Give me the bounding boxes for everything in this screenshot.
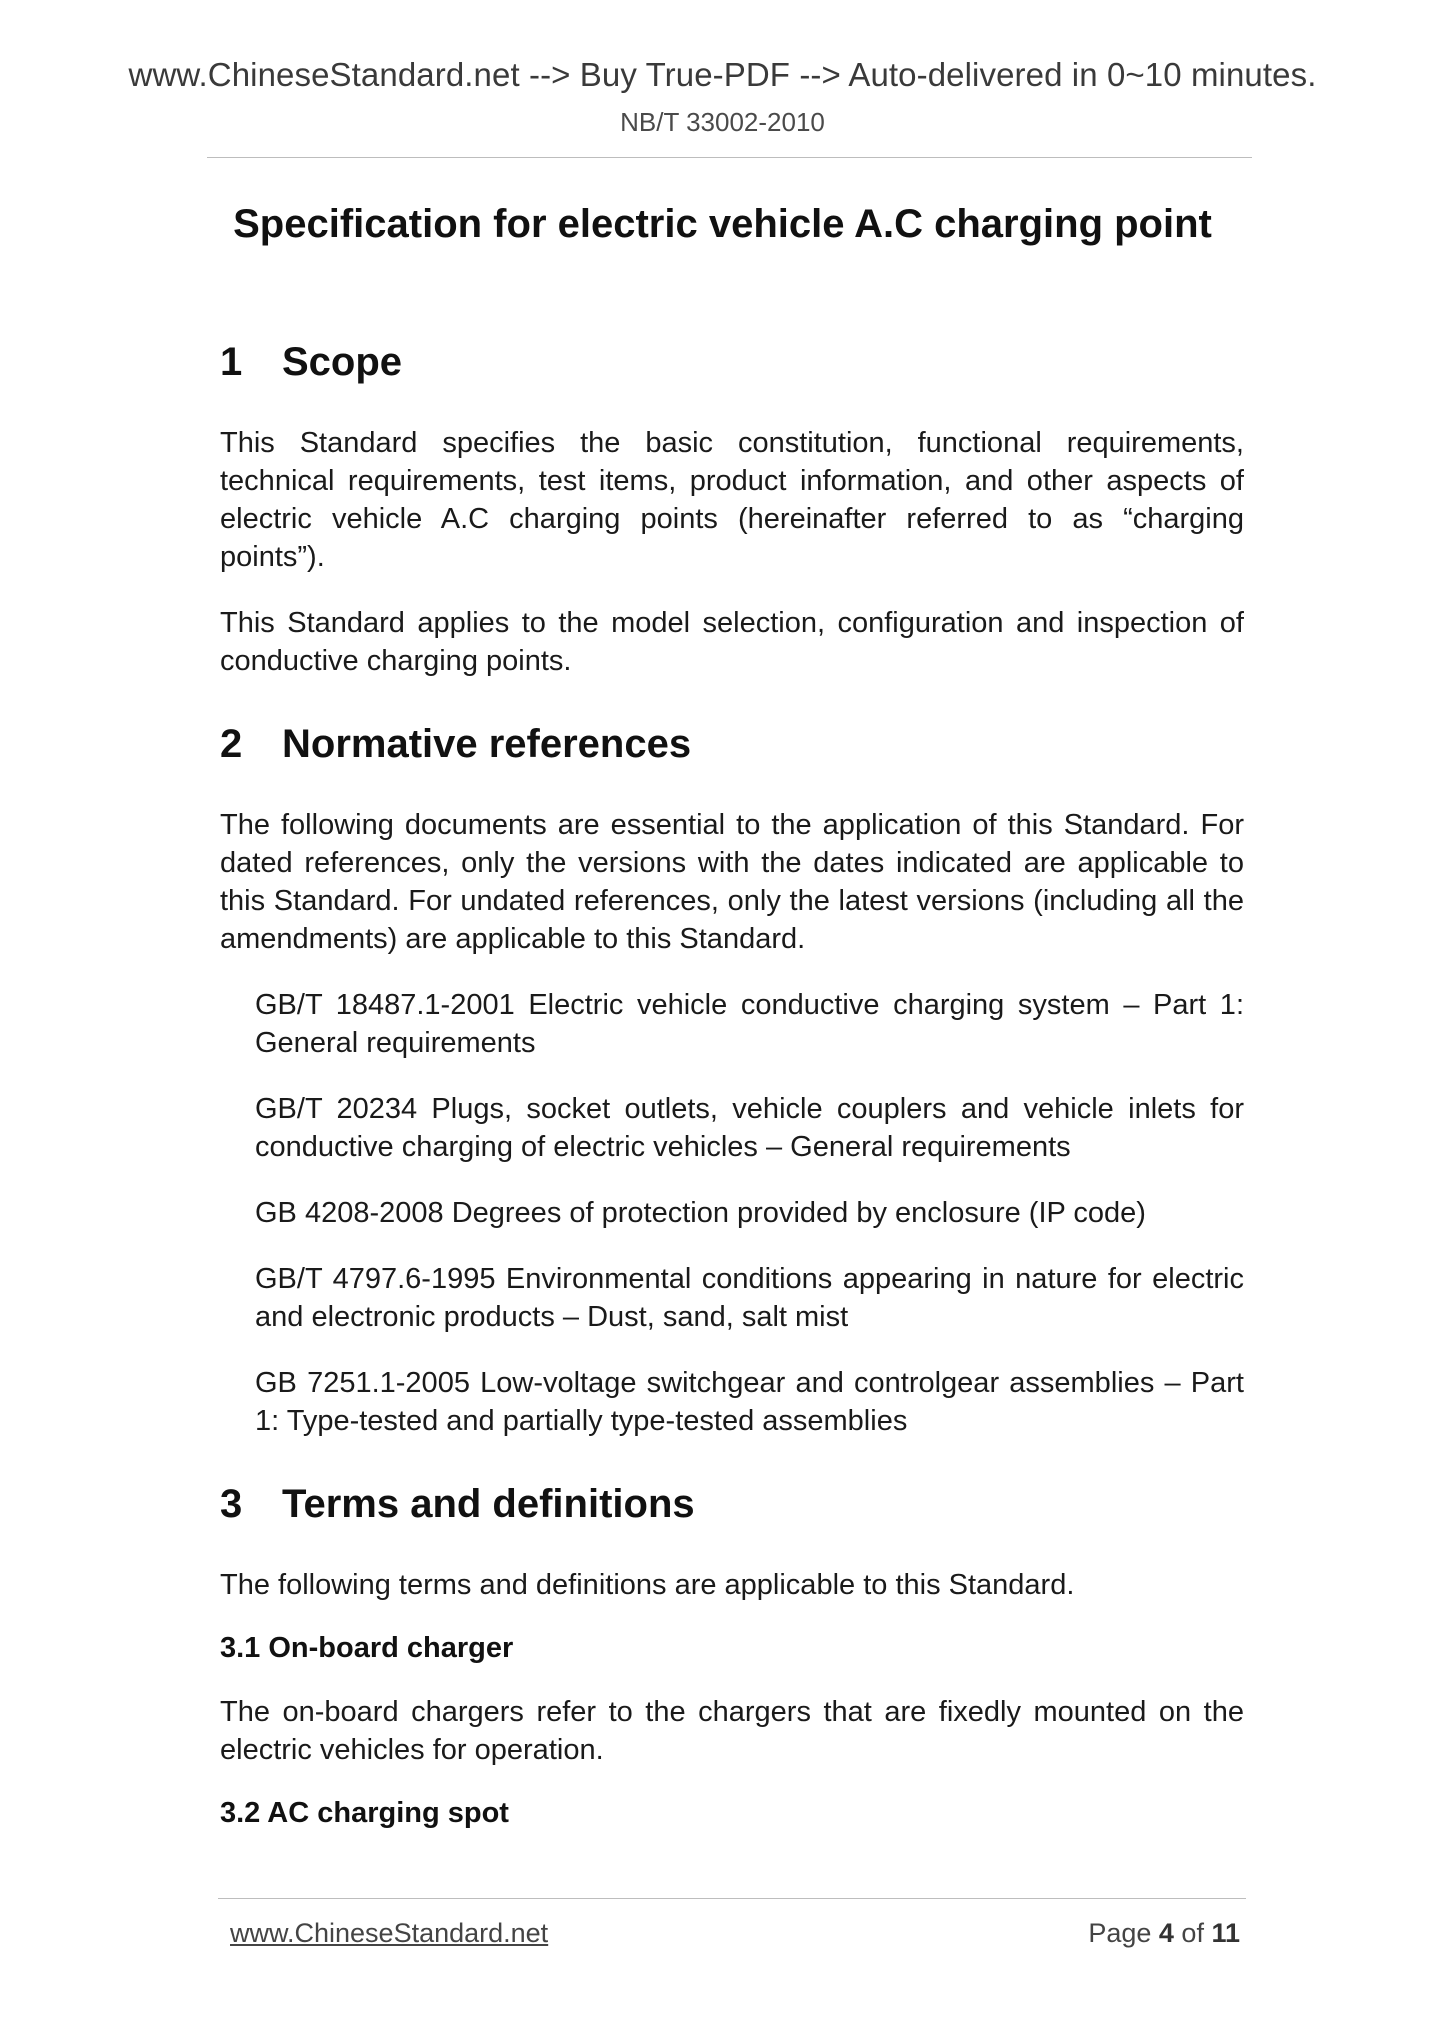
reference-item: GB 4208-2008 Degrees of protection provided by enclosure (IP code) <box>255 1197 1146 1229</box>
reference-item: GB/T 20234 Plugs, socket outlets, vehicle couplers and vehicle inlets for conductive charging of electric vehicles – General requirements <box>255 1093 1244 1163</box>
standard-number: NB/T 33002-2010 <box>620 107 825 137</box>
section-number: 2 <box>220 722 243 766</box>
header-banner: www.ChineseStandard.net --> Buy True-PDF --> Auto-delivered in 0~10 minutes. <box>128 56 1317 93</box>
section-heading-normative-references <box>220 722 1244 767</box>
paragraph: The following documents are essential to the application of this Standard. For dated references, only the versions with the dates indicated are applicable to this Standard. For undated references, only the latest versions (including all the amendments) are applicable to this Standard. <box>220 809 1244 955</box>
subsection-heading: 3.1 On-board charger <box>220 1632 514 1664</box>
section-title: Normative references <box>282 722 692 766</box>
footer-divider <box>218 1898 1246 1899</box>
page-total: 11 <box>1211 1918 1240 1948</box>
section-title: Scope <box>282 340 403 384</box>
document-body <box>220 340 1244 1830</box>
section-title: Terms and definitions <box>282 1482 695 1526</box>
subsection-heading: 3.2 AC charging spot <box>220 1797 509 1829</box>
section-heading-scope <box>220 340 1244 385</box>
paragraph: This Standard applies to the model selection, configuration and inspection of conductive charging points. <box>220 607 1244 677</box>
document-title: Specification for electric vehicle A.C charging point <box>233 202 1212 246</box>
header-divider <box>207 157 1252 158</box>
page-current: 4 <box>1158 1918 1174 1948</box>
page-indicator <box>1088 1918 1240 1949</box>
section-number: 3 <box>220 1482 243 1526</box>
page-prefix: Page <box>1088 1918 1159 1948</box>
section-number: 1 <box>220 340 243 384</box>
reference-item: GB/T 18487.1-2001 Electric vehicle conductive charging system – Part 1: General requirements <box>255 989 1244 1059</box>
reference-item: GB/T 4797.6-1995 Environmental conditions appearing in nature for electric and electronic products – Dust, sand, salt mist <box>255 1263 1244 1333</box>
reference-item: GB 7251.1-2005 Low-voltage switchgear and controlgear assemblies – Part 1: Type-tested and partially type-tested assemblies <box>255 1367 1244 1437</box>
section-heading-terms-and-definitions <box>220 1482 1244 1527</box>
footer-website-link[interactable]: www.ChineseStandard.net <box>230 1918 549 1948</box>
page-of: of <box>1173 1918 1212 1948</box>
paragraph: The following terms and definitions are applicable to this Standard. <box>220 1569 1075 1601</box>
paragraph: This Standard specifies the basic constitution, functional requirements, technical requirements, test items, product information, and other aspects of electric vehicle A.C charging points (hereinafter referred to as “charging points”). <box>220 427 1244 573</box>
paragraph: The on-board chargers refer to the chargers that are fixedly mounted on the electric vehicles for operation. <box>220 1696 1244 1766</box>
